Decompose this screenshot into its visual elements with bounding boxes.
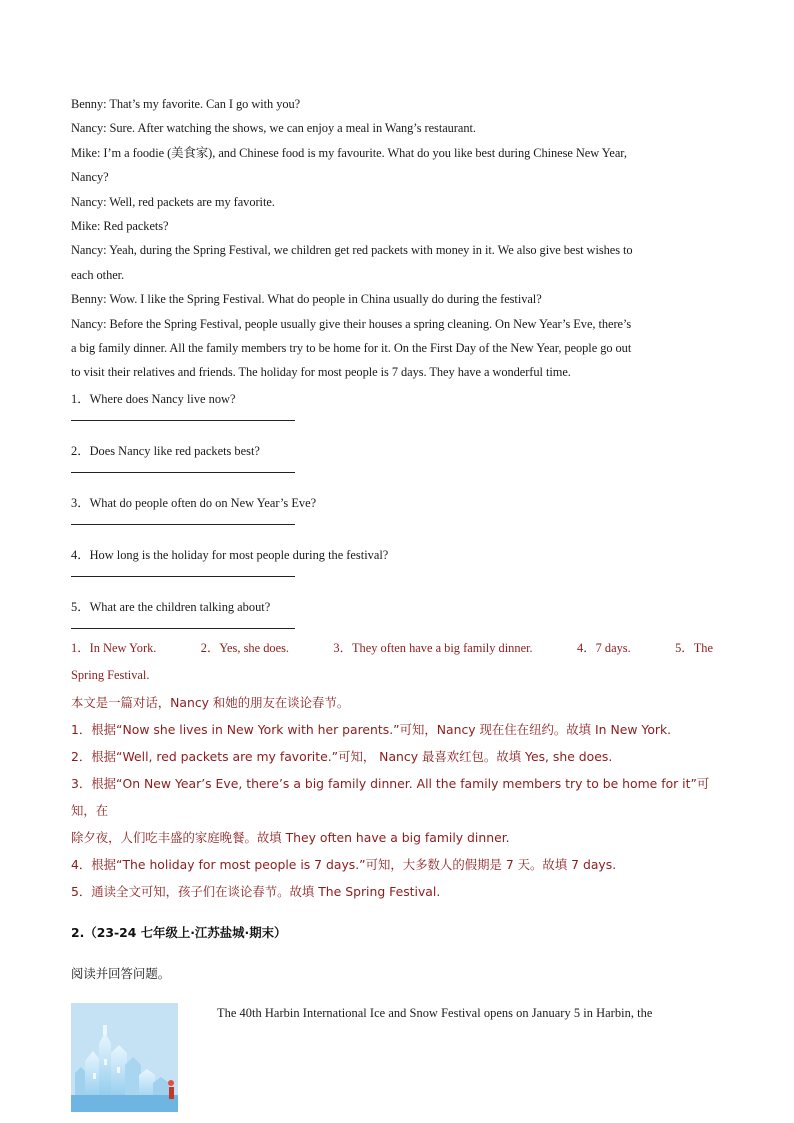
dialog-line: Nancy: Before the Spring Festival, people usually give their houses a spring cleaning. On New Year’s Eve, there’s	[71, 316, 632, 331]
dialog-line: Mike: I’m a foodie (美食家), and Chinese food is my favourite. What do you like best during Chinese New Year,	[71, 145, 627, 160]
question-4: 4．How long is the holiday for most people during the festival?	[71, 547, 389, 562]
dialog-line: Nancy: Sure. After watching the shows, we can enjoy a meal in Wang’s restaurant.	[71, 121, 476, 136]
question-5: 5．What are the children talking about?	[71, 599, 271, 614]
dialog-line: Benny: Wow. I like the Spring Festival. What do people in China usually do during the festival?	[71, 292, 542, 307]
ice-festival-photo	[71, 1003, 178, 1112]
explanation-line: 除夕夜，人们吃丰盛的家庭晚餐。故填 They often have a big family dinner.	[71, 829, 510, 845]
explanation-line: 4．根据“The holiday for most people is 7 days.”可知，大多数人的假期是 7 天。故填 7 days.	[71, 856, 617, 872]
answer-blank-4[interactable]	[71, 576, 295, 577]
dialog-line: Nancy: Well, red packets are my favorite.	[71, 194, 275, 209]
explanation-line: 1．根据“Now she lives in New York with her parents.”可知，Nancy 现在住在纽约。故填 In New York.	[71, 721, 672, 737]
dialog-line: Nancy?	[71, 170, 109, 185]
answer-4: 4．7 days.	[577, 640, 631, 655]
answer-row	[71, 635, 713, 662]
dialog-line: each other.	[71, 267, 125, 282]
section-heading: 2.（23-24 七年级上·江苏盐城·期末）	[71, 924, 287, 940]
worksheet-page	[71, 92, 723, 1112]
explanation-line: 本文是一篇对话，Nancy 和她的朋友在谈论春节。	[71, 694, 350, 710]
instruction-text: 阅读并回答问题。	[71, 965, 171, 981]
answer-1: 1．In New York.	[71, 640, 157, 655]
ice-castle-illustration	[71, 1003, 178, 1112]
question-1: 1．Where does Nancy live now?	[71, 391, 236, 406]
answer-blank-1[interactable]	[71, 420, 295, 421]
dialog-line: to visit their relatives and friends. The holiday for most people is 7 days. They have a wonderful time.	[71, 365, 571, 380]
dialog-line: a big family dinner. All the family members try to be home for it. On the First Day of the New Year, people go out	[71, 341, 632, 356]
dialog-line: Mike: Red packets?	[71, 219, 169, 234]
answer-5-end: Spring Festival.	[71, 667, 150, 682]
passage-first-line: The 40th Harbin International Ice and Snow Festival opens on January 5 in Harbin, the	[217, 1005, 653, 1020]
dialogue-passage	[71, 92, 723, 385]
explanation-line: 3．根据“On New Year’s Eve, there’s a big family dinner. All the family members try to be home for it”可知，在	[71, 775, 710, 818]
explanation-line: 5．通读全文可知，孩子们在谈论春节。故填 The Spring Festival.	[71, 883, 441, 899]
answer-3: 3．They often have a big family dinner.	[333, 640, 533, 655]
answer-blank-3[interactable]	[71, 524, 295, 525]
explanation-line: 2．根据“Well, red packets are my favorite.”可知， Nancy 最喜欢红包。故填 Yes, she does.	[71, 748, 613, 764]
question-2: 2．Does Nancy like red packets best?	[71, 443, 260, 458]
answer-key	[71, 635, 723, 689]
dialog-line: Benny: That’s my favorite. Can I go with you?	[71, 97, 301, 111]
question-3: 3．What do people often do on New Year’s Eve?	[71, 495, 317, 510]
explanation-block	[71, 689, 723, 905]
dialog-line: Nancy: Yeah, during the Spring Festival, we children get red packets with money in it. We also give best wishes to	[71, 243, 633, 258]
question-list	[71, 389, 723, 629]
answer-blank-2[interactable]	[71, 472, 295, 473]
answer-2: 2．Yes, she does.	[200, 640, 289, 655]
reading-passage	[71, 1003, 723, 1112]
answer-5-start: 5．The	[675, 640, 713, 655]
answer-blank-5[interactable]	[71, 628, 295, 629]
